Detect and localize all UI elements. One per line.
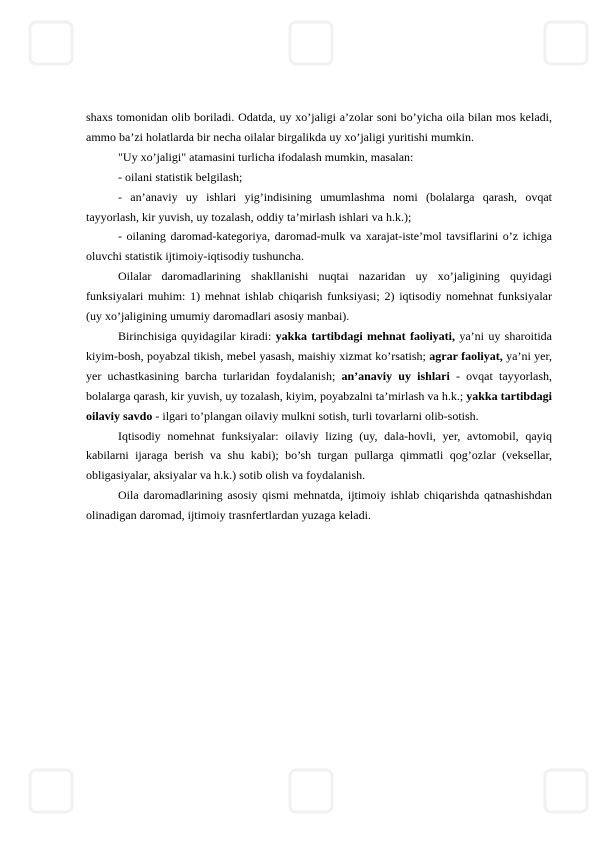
text-run: Birinchisiga quyidagilar kiradi: [118, 328, 276, 343]
bold-term: an’anaviy uy ishlari [341, 368, 450, 383]
text-run: ya’ni uy sharoitida kiyim-bosh, poyabzal tikish, mebel yasash, maishiy xizmat ko’rsatish; [86, 328, 553, 363]
paragraph-3 [86, 168, 552, 188]
text-run: - oilaning daromad-kategoriya, daromad-mulk va xarajat-iste’mol tavsiflarini o’z ichiga oluvchi statistik ijtimoiy-iqtisodiy tushuncha. [86, 229, 552, 264]
bold-term: agrar faoliyat, [429, 348, 503, 363]
text-run: ya’ni yer, yer uchastkasining barcha turlaridan foydalanish; [86, 348, 553, 383]
text-run: - ovqat tayyorlash, bolalarga qarash, kir yuvish, uy tozalash, kiyim, poyabzalni ta’mirlash va h.k.; [86, 368, 552, 403]
paragraph-7 [86, 327, 552, 427]
text-run: Oila daromadlarining asosiy qismi mehnatda, ijtimoiy ishlab chiqarishda qatnashishdan olinadigan daromad, ijtimoiy trasnfertlardan yuzaga keladi. [86, 488, 552, 523]
paragraph-9 [86, 486, 552, 526]
text-run: Iqtisodiy nomehnat funksiyalar: oilaviy lizing (uy, dala-hovli, yer, avtomobil, qayiq kabilarni ijaraga berish va shu kabi); bo’sh turgan pullarga qimmatli qog’ozlar (veksellar, obligasiyalar, aksiyalar va h.k.) sotib olish va foydalanish. [86, 428, 552, 483]
paragraph-4 [86, 188, 552, 228]
text-run: "Uy xo’jaligi" atamasini turlicha ifodalash mumkin, masalan: [118, 149, 414, 164]
text-run: - an’anaviy uy ishlari yig’indisining umumlashma nomi (bolalarga qarash, ovqat tayyorlash, kir yuvish, uy tozalash, oddiy ta’mirlash ishlari va h.k.); [86, 189, 552, 224]
paragraph-6 [86, 267, 552, 327]
text-run: shaxs tomonidan olib boriladi. Odatda, uy xo’jaligi a’zolar soni bo’yicha oila bilan mos keladi, ammo ba’zi holatlarda bir necha oilalar birgalikda uy xo’jaligi yuritishi mumkin. [86, 110, 552, 144]
paragraph-8 [86, 427, 552, 487]
paragraph-2 [86, 148, 552, 168]
bold-term: yakka tartibdagi oilaviy savdo [86, 388, 552, 423]
paragraph-5 [86, 227, 552, 267]
bold-term: yakka tartibdagi mehnat faoliyati, [275, 328, 456, 343]
text-run: - oilani statistik belgilash; [118, 169, 243, 184]
document-body [86, 108, 552, 526]
paragraph-1 [86, 108, 552, 148]
text-run: Oilalar daromadlarining shakllanishi nuqtai nazaridan uy xo’jaligining quyidagi funksiyalari muhim: 1) mehnat ishlab chiqarish funksiyasi; 2) iqtisodiy nomehnat funksiyalar (uy xo’jaligining umumiy daromadlari asosiy manbai). [86, 269, 552, 324]
text-run: - ilgari to’plangan oilaviy mulkni sotish, turli tovarlarni olib-sotish. [152, 408, 479, 423]
